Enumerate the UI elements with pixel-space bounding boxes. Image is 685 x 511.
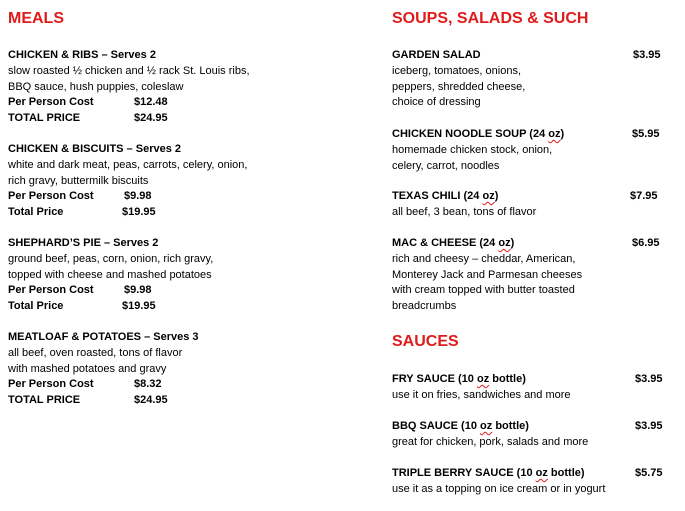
- menu-item: [392, 372, 677, 404]
- per-person-label: Per Person Cost: [8, 378, 94, 391]
- soups-heading: SOUPS, SALADS & SUCH: [392, 10, 589, 27]
- total-label: TOTAL PRICE: [8, 394, 81, 407]
- menu-item: [8, 330, 338, 409]
- item-desc-line: use it on fries, sandwiches and more: [392, 388, 571, 401]
- item-price: $3.95: [635, 373, 663, 385]
- per-person-label: Per Person Cost: [8, 96, 94, 109]
- item-name: SHEPHARD’S PIE – Serves 2: [8, 237, 159, 249]
- item-price: $6.95: [632, 237, 660, 249]
- item-name: CHICKEN & RIBS – Serves 2: [8, 49, 156, 61]
- item-desc-line: great for chicken, pork, salads and more: [392, 435, 589, 448]
- item-desc-line: topped with cheese and mashed potatoes: [8, 268, 212, 281]
- item-desc-line: rich and cheesy – cheddar, American,: [392, 252, 576, 265]
- item-desc-line: ground beef, peas, corn, onion, rich gravy,: [8, 252, 214, 265]
- per-person-row: [8, 95, 338, 111]
- item-price: $3.95: [633, 49, 661, 61]
- per-person-row: [8, 283, 338, 299]
- item-desc-line: breadcrumbs: [392, 300, 457, 313]
- total-row: [8, 111, 338, 127]
- item-desc-line: peppers, shredded cheese,: [392, 80, 526, 93]
- total-value: $24.95: [134, 394, 168, 407]
- item-desc-line: slow roasted ½ chicken and ½ rack St. Louis ribs,: [8, 64, 250, 77]
- item-price: $3.95: [635, 420, 663, 432]
- item-desc-line: iceberg, tomatoes, onions,: [392, 64, 522, 77]
- sauces-heading: SAUCES: [392, 333, 459, 350]
- per-person-label: Per Person Cost: [8, 284, 94, 297]
- item-name: BBQ SAUCE (10 oz bottle): [392, 420, 529, 432]
- menu-item: [392, 48, 677, 111]
- per-person-value: $12.48: [134, 96, 168, 109]
- per-person-row: [8, 189, 338, 205]
- item-price: $5.75: [635, 467, 663, 479]
- menu-item: [392, 419, 677, 451]
- total-label: Total Price: [8, 300, 64, 313]
- per-person-value: $9.98: [124, 190, 152, 203]
- item-name: MEATLOAF & POTATOES – Serves 3: [8, 331, 199, 343]
- item-desc-line: white and dark meat, peas, carrots, celery, onion,: [8, 158, 248, 171]
- per-person-value: $8.32: [134, 378, 162, 391]
- menu-item: [8, 48, 338, 127]
- item-price: $7.95: [630, 190, 658, 202]
- item-desc-line: all beef, 3 bean, tons of flavor: [392, 205, 537, 218]
- total-value: $24.95: [134, 112, 168, 125]
- item-name: FRY SAUCE (10 oz bottle): [392, 373, 526, 385]
- item-price: $5.95: [632, 128, 660, 140]
- item-desc-line: choice of dressing: [392, 96, 481, 109]
- total-value: $19.95: [122, 206, 156, 219]
- total-row: [8, 393, 338, 409]
- item-desc-line: Monterey Jack and Parmesan cheeses: [392, 268, 583, 281]
- per-person-value: $9.98: [124, 284, 152, 297]
- menu-item: [392, 127, 677, 174]
- item-desc-line: all beef, oven roasted, tons of flavor: [8, 346, 183, 359]
- item-name: TRIPLE BERRY SAUCE (10 oz bottle): [392, 467, 585, 479]
- item-desc-line: rich gravy, buttermilk biscuits: [8, 174, 149, 187]
- total-value: $19.95: [122, 300, 156, 313]
- item-name: CHICKEN NOODLE SOUP (24 oz): [392, 128, 565, 140]
- item-desc-line: with cream topped with butter toasted: [392, 284, 575, 297]
- menu-item: [8, 236, 338, 315]
- per-person-label: Per Person Cost: [8, 190, 94, 203]
- menu-item: [8, 142, 338, 221]
- item-desc-line: celery, carrot, noodles: [392, 159, 500, 172]
- total-label: Total Price: [8, 206, 64, 219]
- per-person-row: [8, 377, 338, 393]
- total-label: TOTAL PRICE: [8, 112, 81, 125]
- item-name: MAC & CHEESE (24 oz): [392, 237, 515, 249]
- item-name: TEXAS CHILI (24 oz): [392, 190, 499, 202]
- total-row: [8, 299, 338, 315]
- total-row: [8, 205, 338, 221]
- item-desc-line: homemade chicken stock, onion,: [392, 143, 553, 156]
- menu-item: [392, 189, 677, 221]
- item-desc-line: with mashed potatoes and gravy: [8, 362, 167, 375]
- menu-item: [392, 236, 677, 315]
- item-desc-line: BBQ sauce, hush puppies, coleslaw: [8, 80, 184, 93]
- item-name: GARDEN SALAD: [392, 49, 481, 61]
- meals-heading: MEALS: [8, 10, 64, 27]
- item-name: CHICKEN & BISCUITS – Serves 2: [8, 143, 181, 155]
- item-desc-line: use it as a topping on ice cream or in yogurt: [392, 482, 606, 495]
- menu-item: [392, 466, 677, 498]
